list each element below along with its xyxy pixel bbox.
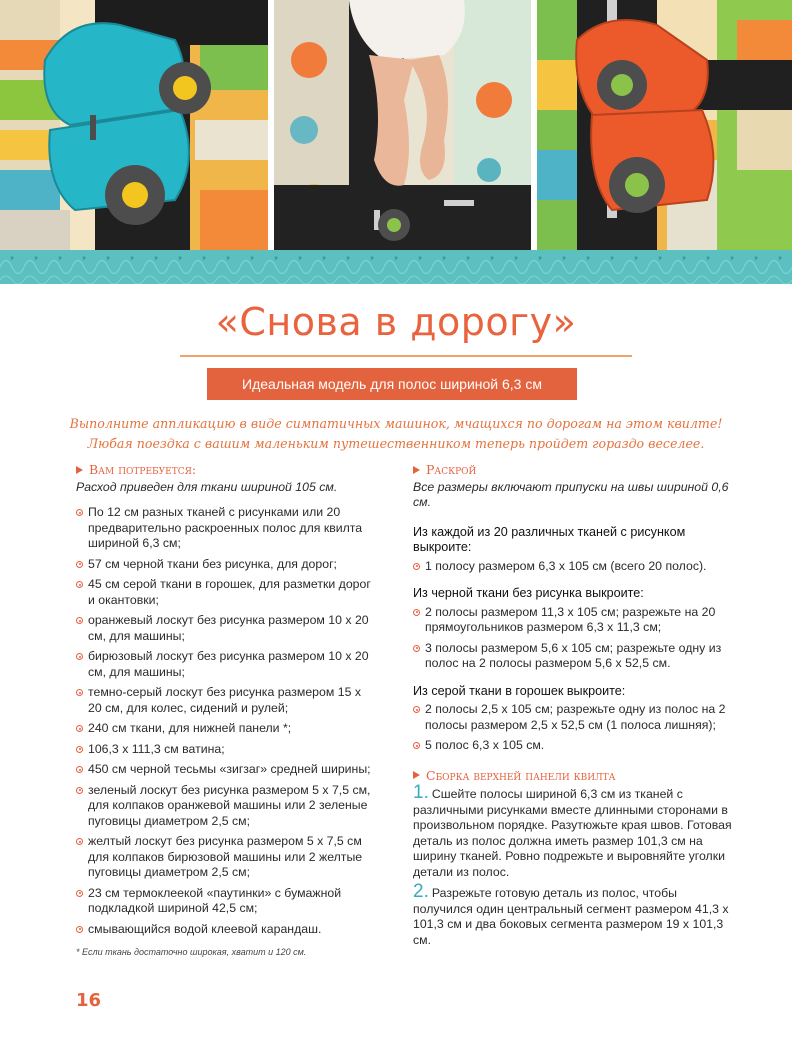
photo-baby-feet	[274, 0, 531, 250]
list-item	[76, 762, 376, 778]
subtitle-banner: Идеальная модель для полос шириной 6,3 см	[207, 368, 577, 400]
list-item-text: 23 см термоклеекой «паутинки» с бумажной подкладкой шириной 42,5 см;	[88, 885, 342, 915]
list-item-text: 106,3 х 111,3 см ватина;	[88, 741, 225, 756]
circle-bullet-icon	[413, 645, 420, 652]
photo-orange-car	[537, 0, 792, 250]
list-item	[76, 685, 376, 716]
triangle-bullet-icon	[413, 466, 420, 474]
list-item	[76, 577, 376, 608]
circle-bullet-icon	[76, 653, 83, 660]
list-item-text: 45 см серой ткани в горошек, для разметки дорог и окантовки;	[88, 577, 371, 607]
cutting-heading	[413, 462, 733, 478]
decorative-band	[0, 250, 792, 284]
list-item-text: бирюзовый лоскут без рисунка размером 10 х 20 см, для машины;	[88, 649, 369, 679]
cutting-group-title: Из каждой из 20 различных тканей с рисунком выкроите:	[413, 524, 686, 554]
intro-line-2: Любая поездка с вашим маленьким путешественником теперь пройдет гораздо веселее.	[87, 436, 705, 451]
list-item-text: 3 полосы размером 5,6 х 105 см; разрежьте одну из полос на 2 полосы размером 5,6 х 52,5 см.	[425, 640, 722, 670]
cutting-column	[413, 462, 733, 952]
page-title: «Снова в дорогу»	[215, 300, 577, 344]
list-item-text: 57 см черной ткани без рисунка, для дорог;	[88, 556, 337, 571]
step-text: Сшейте полосы шириной 6,3 см из тканей с различными рисунками вместе длинными сторонами в произвольном порядке. Разутюжьте края швов. Готовая деталь из полос должна иметь размер 101,3 см на ширину тканей. Ровно подрежьте и выровняйте уголки детали из полос.	[413, 787, 732, 879]
photo-teal-car	[0, 0, 268, 250]
list-item	[76, 922, 376, 938]
list-item	[76, 613, 376, 644]
list-item	[413, 641, 733, 672]
footnote: * Если ткань достаточно широкая, хватит и 120 см.	[76, 947, 307, 957]
cutting-group-list	[413, 605, 733, 672]
list-item	[76, 783, 376, 830]
list-item	[413, 605, 733, 636]
assembly-heading-text: Сборка верхней панели квилта	[426, 767, 616, 783]
circle-bullet-icon	[76, 766, 83, 773]
list-item-text: 5 полос 6,3 х 105 см.	[425, 738, 545, 752]
page-number: 16	[76, 990, 102, 1011]
step-number: 2.	[413, 881, 429, 902]
circle-bullet-icon	[76, 561, 83, 568]
cutting-group-list	[413, 702, 733, 754]
circle-bullet-icon	[76, 581, 83, 588]
list-item	[76, 886, 376, 917]
list-item-text: желтый лоскут без рисунка размером 5 х 7,5 см для колпаков бирюзовой машины или 2 желтые пуговицы диаметром 2,5 см;	[88, 834, 363, 879]
materials-heading-text: Вам потребуется:	[89, 462, 197, 477]
list-item	[76, 834, 376, 881]
triangle-bullet-icon	[76, 466, 83, 474]
materials-list	[76, 505, 376, 937]
step-text: Разрежьте готовую деталь из полос, чтобы получился один центральный сегмент размером 41,3 х 101,3 см и два боковых сегмента размером 19 х 101,3 см.	[413, 886, 729, 947]
list-item	[76, 649, 376, 680]
list-item	[413, 559, 733, 575]
circle-bullet-icon	[76, 787, 83, 794]
circle-bullet-icon	[413, 706, 420, 713]
circle-bullet-icon	[76, 725, 83, 732]
circle-bullet-icon	[76, 509, 83, 516]
materials-column	[76, 462, 376, 961]
cutting-heading-text: Раскрой	[426, 462, 477, 477]
list-item	[76, 557, 376, 573]
list-item-text: По 12 см разных тканей с рисунками или 20 предварительно раскроенных полос для квилта шириной 6,3 см;	[88, 505, 363, 550]
circle-bullet-icon	[413, 742, 420, 749]
list-item	[413, 738, 733, 754]
photo-strip	[0, 0, 792, 250]
list-item-text: смывающийся водой клеевой карандаш.	[88, 921, 322, 936]
title-divider	[180, 355, 632, 357]
list-item-text: 2 полосы размером 11,3 х 105 см; разрежьте на 20 прямоугольников размером 6,3 х 11,3 см;	[425, 604, 716, 634]
circle-bullet-icon	[76, 617, 83, 624]
assembly-step-1	[413, 782, 733, 880]
list-item	[76, 505, 376, 552]
list-item-text: 450 см черной тесьмы «зигзаг» средней ширины;	[88, 762, 371, 776]
circle-bullet-icon	[76, 926, 83, 933]
cutting-group-title: Из серой ткани в горошек выкроите:	[413, 683, 626, 698]
list-item	[76, 742, 376, 758]
list-item	[76, 721, 376, 737]
circle-bullet-icon	[413, 609, 420, 616]
list-item-text: зеленый лоскут без рисунка размером 5 х 7,5 см, для колпаков оранжевой машины или 2 зеленые пуговицы диаметром 2,5 см;	[88, 782, 371, 828]
cutting-note: Все размеры включают припуски на швы шириной 0,6 см.	[413, 479, 729, 509]
circle-bullet-icon	[413, 563, 420, 570]
list-item	[413, 702, 733, 733]
list-item-text: 240 см ткани, для нижней панели *;	[88, 721, 292, 735]
materials-note: Расход приведен для ткани шириной 105 см.	[76, 479, 338, 494]
cutting-group-list	[413, 559, 733, 575]
circle-bullet-icon	[76, 890, 83, 897]
assembly-step-2	[413, 881, 733, 948]
intro-text	[60, 414, 732, 454]
list-item-text: 2 полосы 2,5 х 105 см; разрежьте одну из полос на 2 полосы размером 2,5 х 52,5 см (1 полоса лишняя);	[425, 702, 726, 732]
list-item-text: 1 полосу размером 6,3 х 105 см (всего 20 полос).	[425, 558, 707, 573]
circle-bullet-icon	[76, 746, 83, 753]
circle-bullet-icon	[76, 689, 83, 696]
circle-bullet-icon	[76, 838, 83, 845]
list-item-text: темно-серый лоскут без рисунка размером 15 х 20 см, для колес, сидений и рулей;	[88, 685, 361, 715]
triangle-bullet-icon	[413, 771, 420, 779]
assembly-heading	[413, 768, 733, 784]
list-item-text: оранжевый лоскут без рисунка размером 10 х 20 см, для машины;	[88, 613, 369, 643]
cutting-group-title: Из черной ткани без рисунка выкроите:	[413, 586, 644, 600]
step-number: 1.	[413, 782, 429, 803]
intro-line-1: Выполните аппликацию в виде симпатичных машинок, мчащихся по дорогам на этом квилте!	[69, 416, 723, 431]
materials-heading	[76, 462, 376, 478]
